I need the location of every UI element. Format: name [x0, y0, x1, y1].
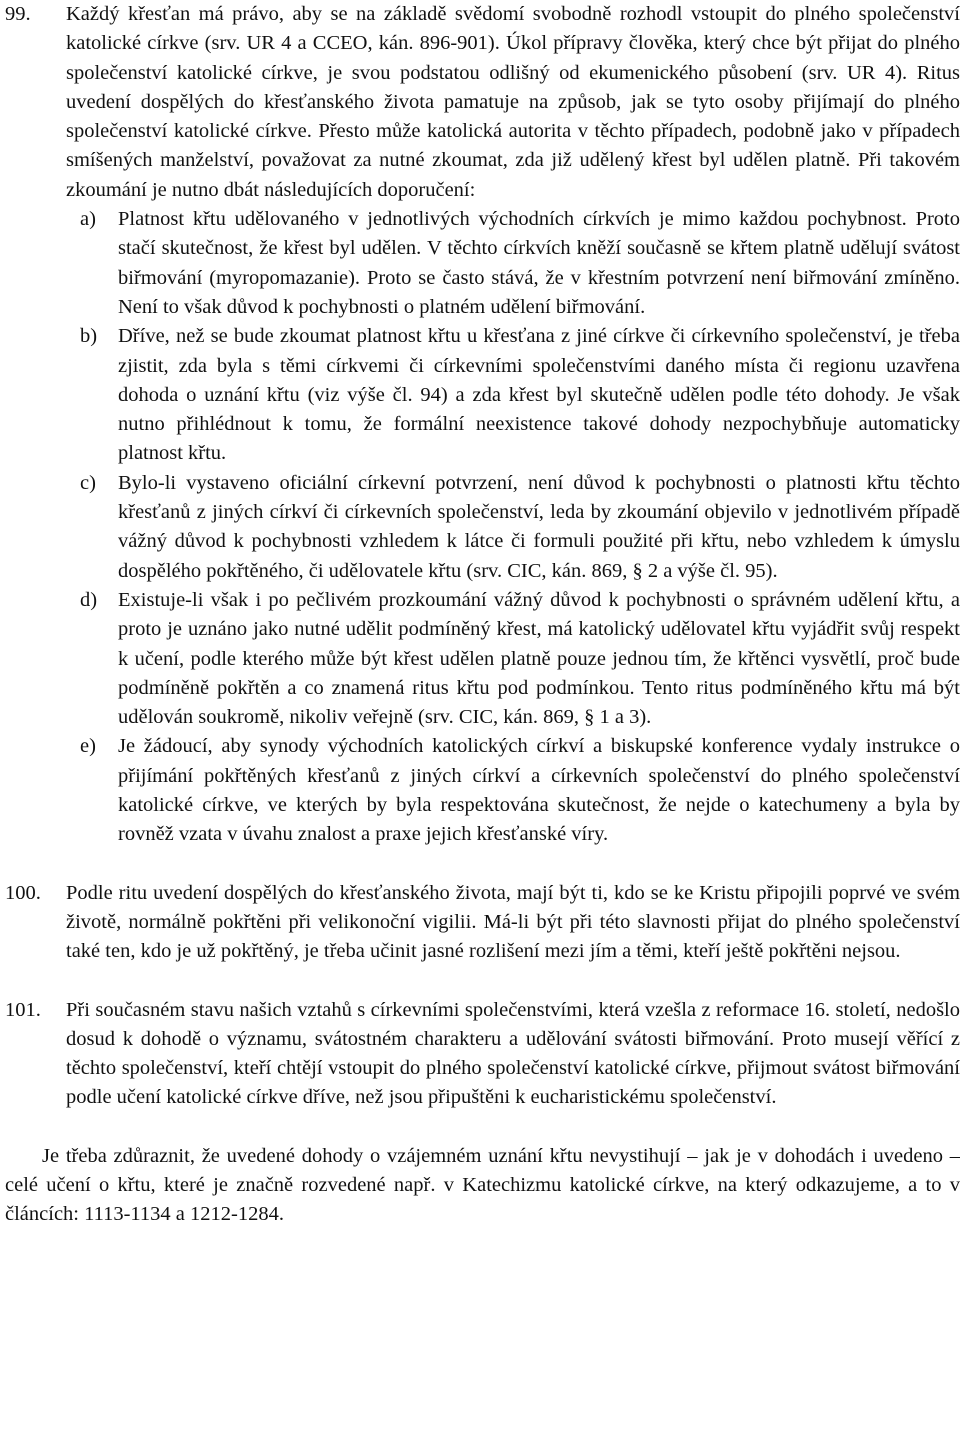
- item-letter: b): [80, 325, 98, 348]
- recommendation-c: [0, 469, 960, 586]
- item-text: Dříve, než se bude zkoumat platnost křtu u křesťana z jiné církve či církevního společenství, je třeba zjistit, zda byla s těmi církvemi či církevními společenstvími daného místa či regionu uzavřena dohoda o uznání křtu (viz výše čl. 94) a zda křest byl skutečně udělen podle této dohody. Je však nutno přihlédnout k tomu, že formální neexistence takové dohody nezpochybňuje automaticky platnost křtu.: [118, 325, 960, 465]
- spacer: [0, 1113, 960, 1142]
- closing-paragraph: Je třeba zdůraznit, že uvedené dohody o vzájemném uznání křtu nevystihují – jak je v dohodách i uvedeno – celé učení o křtu, které je značně rozvedené např. v Katechizmu katolické církve, na který odkazujeme, a to v článcích: 1113-1134 a 1212-1284.: [5, 1144, 960, 1226]
- paragraph-text: Při současném stavu našich vztahů s církevními společenstvími, která vzešla z reformace 16. století, nedošlo dosud k dohodě o významu, svátostném charakteru a udělování svátosti biřmování. Proto musejí věřící z těchto společenství, kteří chtějí vstoupit do plného společenství katolické církve, přijmout svátost biřmování podle učení katolické církve dříve, než jsou připuštěni k eucharistickému společenství.: [66, 998, 960, 1109]
- paragraph-number: 100.: [5, 881, 41, 904]
- item-letter: d): [80, 588, 98, 611]
- item-letter: c): [80, 471, 96, 494]
- recommendation-b: [0, 322, 960, 468]
- spacer: [0, 967, 960, 996]
- item-text: Platnost křtu udělovaného v jednotlivých východních církvích je mimo každou pochybnost. Proto stačí skutečnost, že křest byl udělen. V těchto církvích kněží současně se křtem platně udělují svátost biřmování (myropomazanie). Proto se často stává, že v křestním potvrzení není biřmování zmíněno. Není to však důvod k pochybnosti o platném udělení biřmování.: [118, 208, 960, 318]
- recommendation-d: [0, 586, 960, 732]
- paragraph-text: Podle ritu uvedení dospělých do křesťanského života, mají být ti, kdo se ke Kristu připojili poprvé ve svém životě, normálně pokřtěni při velikonoční vigilii. Má-li být při této slavnosti přijat do plného společenství také ten, kdo je už pokřtěný, je třeba učinit jasné rozlišení mezi jím a těmi, kteří ještě pokřtěni nejsou.: [66, 881, 960, 963]
- recommendation-e: [0, 732, 960, 849]
- recommendation-a: [0, 205, 960, 322]
- item-text: Je žádoucí, aby synody východních katolických církví a biskupské konference vydaly instrukce o přijímání pokřtěných křesťanů z jiných církví a církevních společenství do plného společenství katolické církve, ve kterých by byla respektována skutečnost, že nejde o katechumeny a byla by rovněž vzata v úvahu znalost a praxe jejich křesťanské víry.: [118, 735, 960, 846]
- item-text: Existuje-li však i po pečlivém prozkoumání vážný důvod k pochybnosti o správném udělení křtu, a proto je uznáno jako nutné udělit podmíněný křest, má katolický udělovatel křtu vyjádřit svůj respekt k učení, podle kterého může být křest udělen platně pouze jednou tím, že křtěnci vysvětlí, proč bude podmíněně pokřtěn a co znamená ritus křtu pod podmínkou. Tento ritus podmíněného křtu má být udělován soukromě, nikoliv veřejně (srv. CIC, kán. 869, § 1 a 3).: [118, 588, 960, 729]
- paragraph-number: 99.: [5, 3, 31, 25]
- paragraph-number: 101.: [5, 998, 41, 1021]
- paragraph-text: Každý křesťan má právo, aby se na základě svědomí svobodně rozhodl vstoupit do plného společenství katolické církve (srv. UR 4 a CCEO, kán. 896-901). Úkol přípravy člověka, který chce být přijat do plného společenství katolické církve, je svou podstatou odlišný od ekumenického působení (srv. UR 4). Ritus uvedení dospělých do křesťanského života pamatuje na způsob, jak se tyto osoby přijímají do plného společenství katolické církve. Přesto může katolická autorita v těchto případech, podobně jako v případech smíšených manželství, považovat za nutné zkoumat, zda již udělený křest byl udělen platně. Při takovém zkoumání je nutno dbát následujících doporučení:: [66, 3, 960, 201]
- item-letter: a): [80, 208, 96, 231]
- item-letter: e): [80, 735, 96, 758]
- paragraph-99: [0, 0, 960, 205]
- paragraph-101: [0, 996, 960, 1113]
- paragraph-100: [0, 879, 960, 967]
- spacer: [0, 850, 960, 879]
- item-text: Bylo-li vystaveno oficiální církevní potvrzení, není důvod k pochybnosti o platnosti křtu těchto křesťanů z jiných církví či církevních společenství, leda by zkoumání objevilo v jednotlivém případě vážný důvod k pochybnosti vzhledem k látce či formuli použité při křtu, nebo vzhledem k úmyslu dospělého pokřtěného, či udělovatele křtu (srv. CIC, kán. 869, § 2 a výše čl. 95).: [118, 471, 960, 582]
